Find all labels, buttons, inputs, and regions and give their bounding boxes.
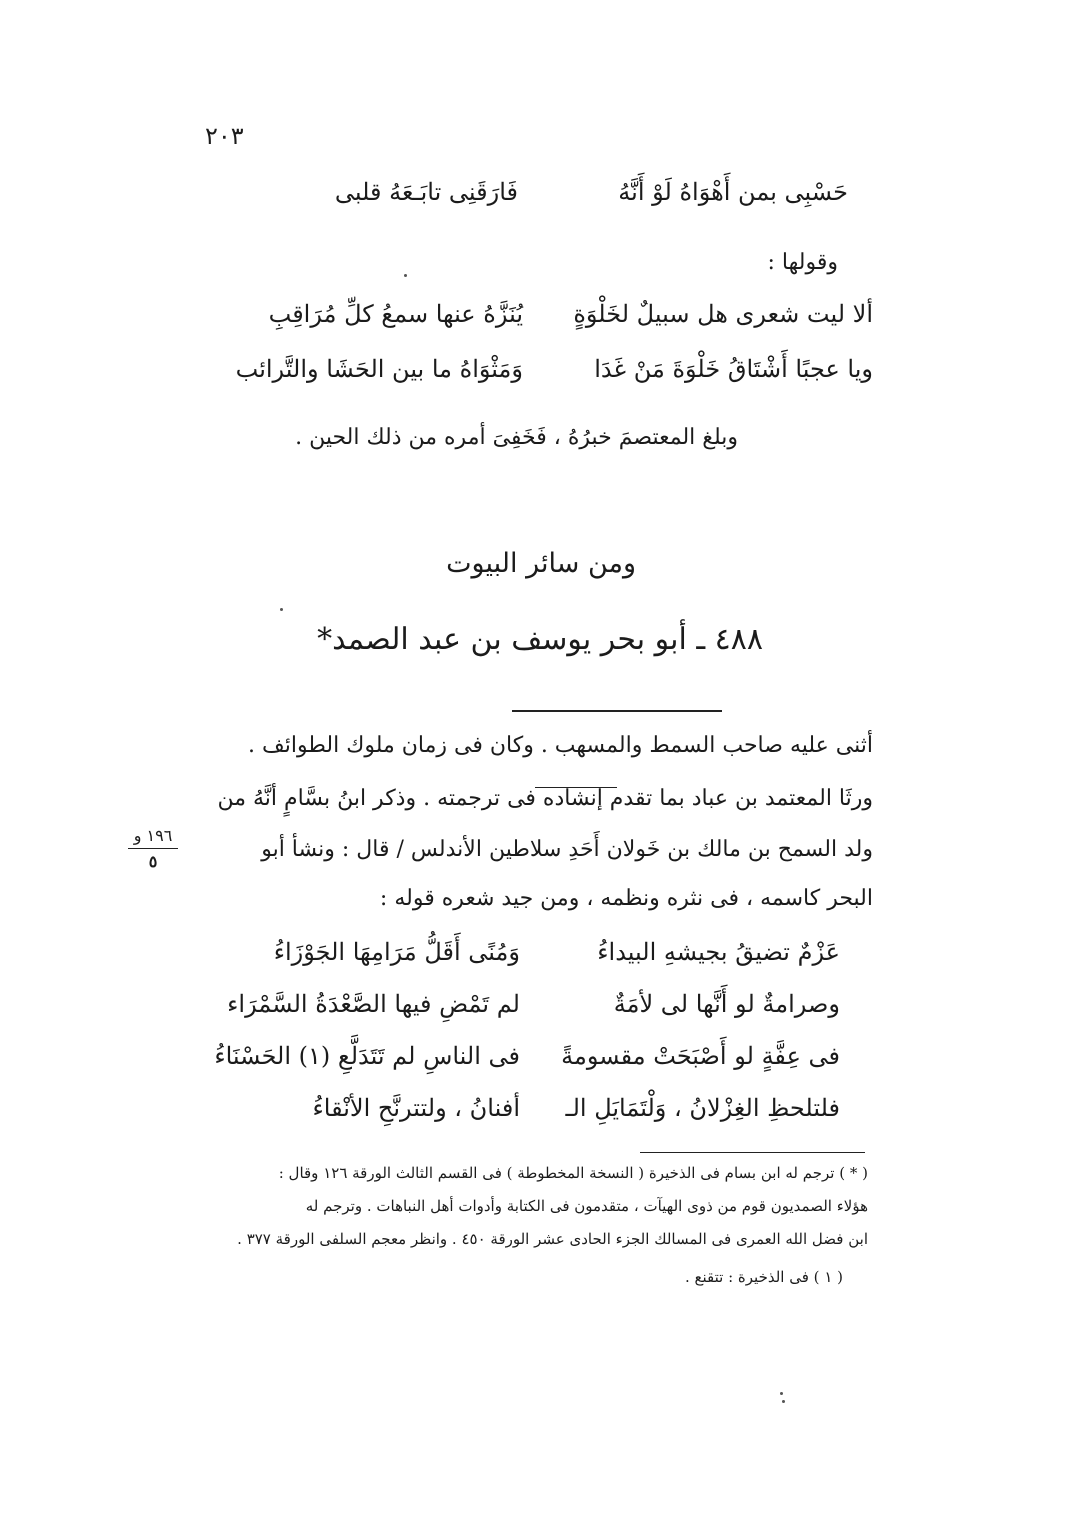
speck bbox=[280, 608, 283, 611]
verse-row bbox=[193, 355, 873, 399]
title-rule bbox=[512, 710, 722, 712]
footnote-rule bbox=[640, 1152, 865, 1153]
verse-hemistich-first: ويا عجبًا أَشْتَاقُ خَلْوَةَ مَنْ غَدَا bbox=[594, 355, 873, 383]
closing-line: وبلغ المعتصمَ خبرُهُ ، فَخَفِىَ أمره من ذلك الحين . bbox=[295, 425, 738, 450]
page-number: ٢٠٣ bbox=[205, 122, 244, 150]
verse-hemistich-first: عَزْمٌ تضيقُ بجيشهِ البيداءُ bbox=[597, 938, 840, 966]
verse-hemistich-second: وَمَثْوَاهُ ما بين الحَشَا والتَّرائب bbox=[235, 355, 523, 383]
verse-hemistich-second: يُنَزَّهُ عنها سمعُ كلِّ مُرَاقِبِ bbox=[268, 300, 523, 328]
verse-hemistich-second: فَارَقَنِى تابَـعَهُ قلبى bbox=[334, 178, 518, 206]
verse-row bbox=[193, 300, 873, 344]
section-heading: ومن سائر البيوت bbox=[446, 548, 636, 579]
verse-row bbox=[220, 1094, 840, 1138]
footnote: ابن فضل الله العمرى فى المسالك الجزء الحادى عشر الورقة ٤٥٠ . وانظر معجم السلفى الورقة ٣٧٧ . bbox=[237, 1230, 868, 1248]
verse-hemistich-second: لم تَمْضِ فيها الصَّعْدَةُ السَّمْرَاء bbox=[227, 990, 520, 1018]
margin-folio: ١٩٦ و bbox=[128, 826, 178, 849]
speck bbox=[782, 1400, 785, 1403]
verse-hemistich-first: حَسْبِى بمن أَهْوَاهُ لَوْ أَنَّهُ bbox=[618, 178, 848, 206]
verse-hemistich-first: فى عِفَّةٍ لو أَصْبَحَتْ مقسومةً bbox=[561, 1042, 840, 1070]
verse-row bbox=[220, 938, 840, 982]
verse-row bbox=[218, 178, 848, 222]
verse-hemistich-first: ألا ليت شعرى هل سبيلٌ لخَلْوَةٍ bbox=[573, 300, 873, 328]
margin-line-number: ٥ bbox=[148, 852, 158, 871]
bio-line: ورثَا المعتمد بن عباد بما تقدم إنشاده فى ترجمته . وذكر ابنُ بسَّامٍ أنَّهُ من bbox=[217, 786, 873, 811]
speck bbox=[404, 274, 407, 277]
verse-hemistich-second: فى الناسِ لم تَتَدَلَّعِ (١) الحَسْنَاءُ bbox=[214, 1042, 520, 1070]
verse-row bbox=[220, 990, 840, 1034]
verse-row bbox=[214, 1042, 840, 1086]
intro-line: وقولها : bbox=[767, 250, 838, 275]
bio-line: أثنى عليه صاحب السمط والمسهب . وكان فى زمان ملوك الطوائف . bbox=[247, 733, 873, 758]
bio-line: البحر كاسمه ، فى نثره ونظمه ، ومن جيد شعره قوله : bbox=[379, 886, 873, 911]
entry-title: ٤٨٨ ـ أبو بحر يوسف بن عبد الصمد* bbox=[317, 622, 763, 657]
footnote: ( ١ ) فى الذخيرة : تتقنع . bbox=[685, 1268, 843, 1286]
verse-hemistich-first: وصرامةٌ لو أَنَّها لى لأمَةٌ bbox=[613, 990, 840, 1018]
verse-hemistich-first: فلتلحظِ الغِزْلانُ ، وَلْتَمَايَلِ الـ bbox=[565, 1094, 840, 1122]
footnote: هؤلاء الصمديون قوم من ذوى الهيآت ، متقدمون فى الكتابة وأدوات أهل النباهات . وترجم له bbox=[305, 1197, 868, 1215]
speck bbox=[780, 1392, 783, 1395]
footnote: ( * ) ترجم له ابن بسام فى الذخيرة ( النسخة المخطوطة ) فى القسم الثالث الورقة ١٢٦ وقال : bbox=[278, 1164, 868, 1182]
bio-line: ولد السمح بن مالك بن خَولان أَحَدِ سلاطين الأندلس / قال : ونشأ أبو bbox=[261, 837, 873, 862]
margin-note bbox=[128, 826, 178, 871]
verse-hemistich-second: وَمُنًى أَقَلُّ مَرَامِهَا الجَوْزَاءُ bbox=[273, 938, 520, 966]
verse-hemistich-second: أفنانُ ، ولتترنَّحِ الأنْقاءُ bbox=[312, 1094, 520, 1122]
